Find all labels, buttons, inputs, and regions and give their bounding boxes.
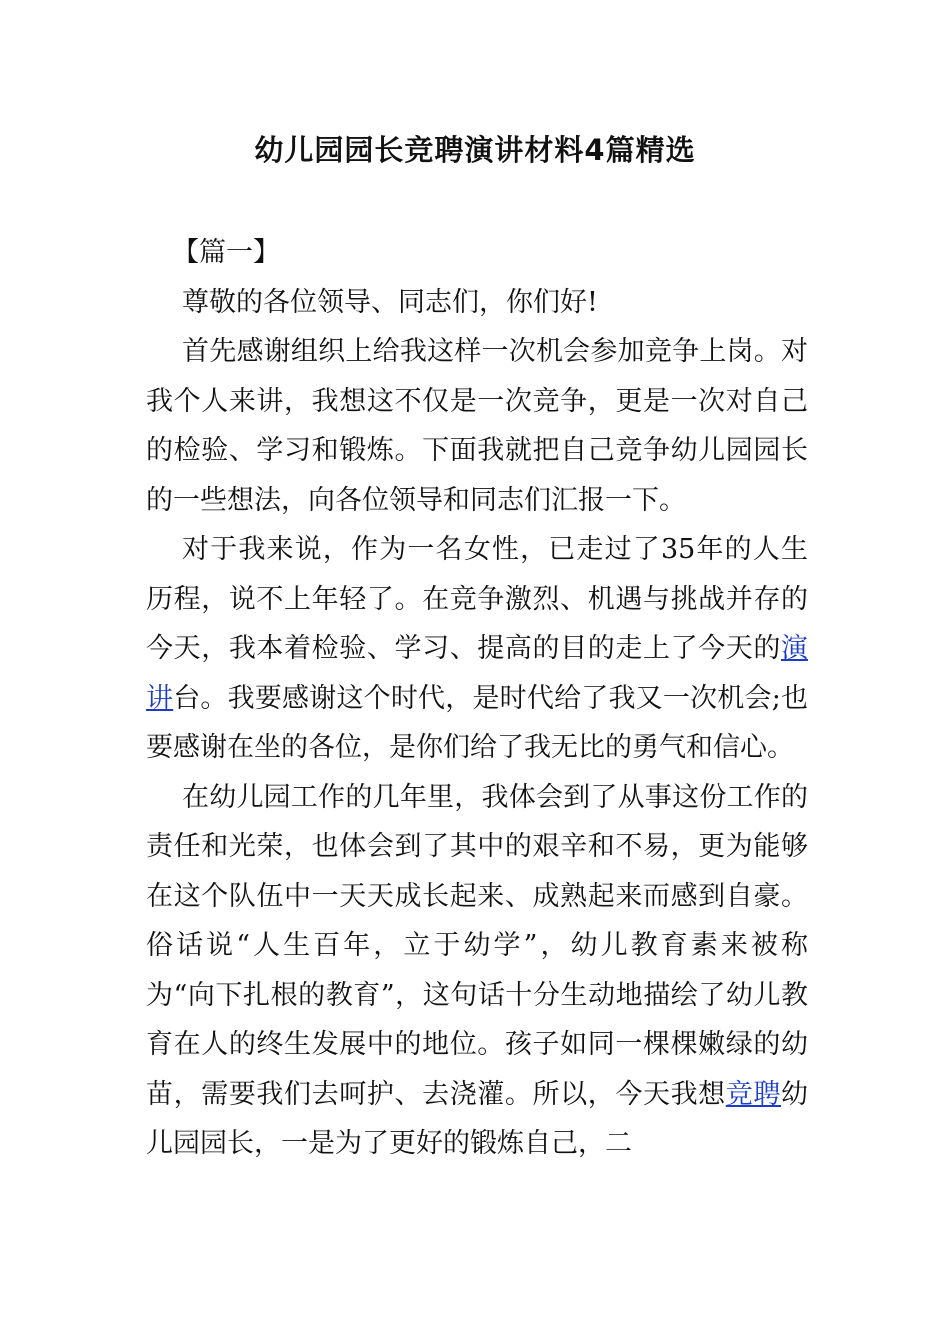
paragraph-3-text-before: 在幼儿园工作的几年里，我体会到了从事这份工作的责任和光荣，也体会到了其中的艰辛和不易，更为能够在这个队伍中一天天成长起来、成熟起来而感到自豪。俗话说“人生百年，立于幼学”，幼儿教育素来被称为“向下扎根的教育”，这句话十分生动地描绘了幼儿教育在人的终生发展中的地位。孩子如同一棵棵嫩绿的幼苗，需要我们去呵护、去浇灌。所以，今天我想	[146, 781, 808, 1110]
paragraph-3-text-after: 幼儿园园长，一是为了更好的锻炼自己，二	[146, 1078, 809, 1159]
compete-link[interactable]: 竞聘	[725, 1078, 782, 1110]
paragraph-1: 首先感谢组织上给我这样一次机会参加竞争上岗。对我个人来讲，我想这不仅是一次竞争，更是一次对自己的检验、学习和锻炼。下面我就把自己竞争幼儿园园长的一些想法，向各位领导和同志们汇报一下。	[146, 336, 808, 516]
section-heading: 【篇一】	[172, 237, 280, 268]
greeting-paragraph: 尊敬的各位领导、同志们，你们好!	[182, 286, 598, 318]
paragraph-3	[146, 773, 808, 1169]
paragraph-2-text-after: 台。我要感谢这个时代，是时代给了我又一次机会;也要感谢在坐的各位，是你们给了我无比的勇气和信心。	[146, 682, 809, 763]
paragraph-2	[146, 525, 808, 773]
document-body	[146, 228, 808, 1169]
paragraph-2-text-before: 对于我来说，作为一名女性，已走过了35年的人生历程，说不上年轻了。在竞争激烈、机遇与挑战并存的今天，我本着检验、学习、提高的目的走上了今天的	[146, 534, 808, 664]
speech-link[interactable]: 演讲	[146, 633, 808, 714]
document-title: 幼儿园园长竞聘演讲材料4篇精选	[254, 133, 696, 167]
